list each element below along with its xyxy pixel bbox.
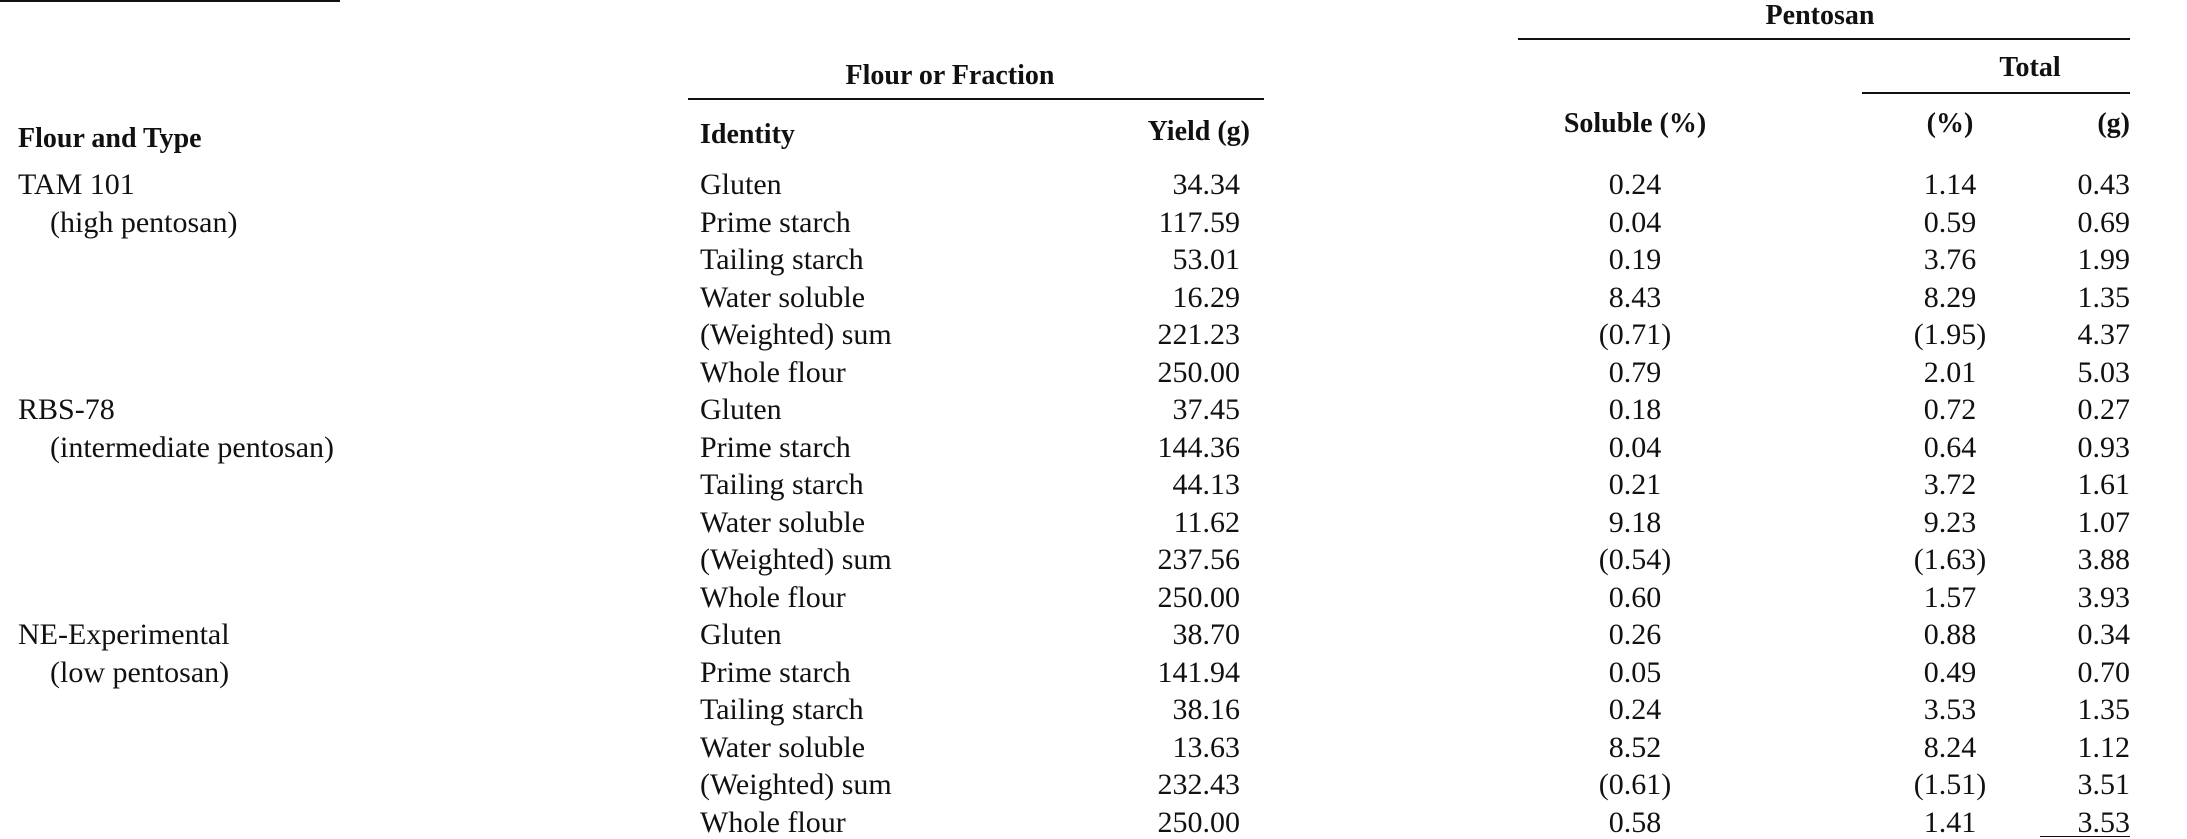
identity-cell: Whole flour <box>700 355 846 389</box>
identity-cell: Water soluble <box>700 505 866 539</box>
identity-cell: (Weighted) sum <box>700 768 892 801</box>
yield-cell: 16.29 <box>1172 280 1240 314</box>
total-g-cell: 1.99 <box>2077 243 2130 276</box>
total-pct-cell: 1.14 <box>1923 168 1977 201</box>
soluble-cell: (0.61) <box>1598 768 1672 801</box>
total-g-cell: 0.34 <box>2077 618 2130 651</box>
total-g-cell: 3.53 <box>2077 805 2130 839</box>
yield-cell: 144.36 <box>1157 430 1240 464</box>
flour-name: RBS-78 <box>18 393 115 426</box>
header-total-g: (g) <box>2097 108 2130 139</box>
total-pct-cell: 1.41 <box>1923 805 1977 839</box>
header-total-pct: (%) <box>1926 108 1974 139</box>
total-g-cell: 0.93 <box>2077 430 2130 464</box>
total-pct-cell: 0.64 <box>1923 430 1977 464</box>
yield-cell: 34.34 <box>1172 168 1240 201</box>
yield-cell: 11.62 <box>1173 505 1240 539</box>
flour-type: (high pentosan) <box>50 205 238 239</box>
identity-cell: Gluten <box>700 393 782 426</box>
yield-cell: 13.63 <box>1172 730 1240 764</box>
total-g-cell: 1.61 <box>2077 468 2130 501</box>
identity-cell: Prime starch <box>700 655 851 689</box>
identity-cell: Whole flour <box>700 805 846 839</box>
soluble-cell: 0.04 <box>1608 205 1662 239</box>
total-g-cell: 5.03 <box>2077 355 2130 389</box>
soluble-cell: 8.43 <box>1608 280 1662 314</box>
header-identity: Identity <box>700 119 795 150</box>
soluble-cell: 0.79 <box>1608 355 1662 389</box>
total-pct-cell: 0.59 <box>1923 205 1977 239</box>
total-g-cell: 3.93 <box>2077 580 2130 614</box>
identity-cell: (Weighted) sum <box>700 318 892 351</box>
soluble-cell: (0.54) <box>1598 543 1672 576</box>
soluble-cell: 0.04 <box>1608 430 1662 464</box>
total-g-cell: 0.69 <box>2077 205 2130 239</box>
yield-cell: 117.59 <box>1158 205 1240 239</box>
yield-cell: 38.70 <box>1172 618 1240 651</box>
soluble-cell: 0.21 <box>1608 468 1662 501</box>
flour-type: (low pentosan) <box>50 655 230 689</box>
flour-name: TAM 101 <box>18 168 135 201</box>
total-g-cell: 3.51 <box>2077 768 2130 801</box>
top-rule <box>0 0 340 2</box>
flour-or-fraction-rule <box>688 98 1264 100</box>
identity-cell: (Weighted) sum <box>700 543 892 576</box>
header-pentosan: Pentosan <box>1765 0 1875 31</box>
yield-cell: 37.45 <box>1172 393 1240 426</box>
header-soluble: Soluble (%) <box>1563 108 1707 139</box>
yield-cell: 221.23 <box>1157 318 1240 351</box>
yield-cell: 250.00 <box>1157 805 1240 839</box>
total-g-cell: 1.07 <box>2077 505 2130 539</box>
total-g-cell: 0.70 <box>2077 655 2130 689</box>
total-pct-cell: 8.29 <box>1923 280 1977 314</box>
total-pct-cell: 2.01 <box>1923 355 1977 389</box>
identity-cell: Water soluble <box>700 730 866 764</box>
total-pct-cell: 9.23 <box>1923 505 1977 539</box>
yield-cell: 250.00 <box>1157 355 1240 389</box>
header-yield: Yield (g) <box>1147 116 1250 147</box>
total-rule <box>1862 92 2130 94</box>
soluble-cell: 0.24 <box>1608 168 1662 201</box>
identity-cell: Tailing starch <box>700 693 864 726</box>
total-g-cell: 4.37 <box>2077 318 2130 351</box>
identity-cell: Water soluble <box>700 280 866 314</box>
total-g-cell: 1.35 <box>2077 280 2130 314</box>
total-pct-cell: 3.72 <box>1923 468 1977 501</box>
flour-type: (intermediate pentosan) <box>50 430 335 464</box>
yield-cell: 53.01 <box>1172 243 1240 276</box>
flour-name: NE-Experimental <box>18 618 230 651</box>
yield-cell: 38.16 <box>1172 693 1240 726</box>
total-pct-cell: 3.76 <box>1923 243 1977 276</box>
total-g-cell: 3.88 <box>2077 543 2130 576</box>
total-pct-cell: 1.57 <box>1923 580 1977 614</box>
header-flour-or-fraction: Flour or Fraction <box>845 60 1055 91</box>
soluble-cell: 0.05 <box>1608 655 1662 689</box>
total-g-cell: 0.27 <box>2077 393 2130 426</box>
total-pct-cell: 0.88 <box>1923 618 1977 651</box>
total-pct-cell: 8.24 <box>1923 730 1977 764</box>
identity-cell: Tailing starch <box>700 468 864 501</box>
total-pct-cell: 0.49 <box>1923 655 1977 689</box>
identity-cell: Prime starch <box>700 430 851 464</box>
identity-cell: Tailing starch <box>700 243 864 276</box>
identity-cell: Gluten <box>700 168 782 201</box>
soluble-cell: 0.24 <box>1608 693 1662 726</box>
header-flour-and-type: Flour and Type <box>18 123 202 154</box>
total-pct-cell: 0.72 <box>1923 393 1977 426</box>
soluble-cell: 8.52 <box>1608 730 1662 764</box>
identity-cell: Prime starch <box>700 205 851 239</box>
pentosan-rule <box>1518 38 2130 40</box>
total-pct-cell: (1.95) <box>1913 318 1987 351</box>
soluble-cell: 0.60 <box>1608 580 1662 614</box>
yield-cell: 232.43 <box>1157 768 1240 801</box>
soluble-cell: 0.18 <box>1608 393 1662 426</box>
total-pct-cell: 3.53 <box>1923 693 1977 726</box>
total-g-cell: 1.12 <box>2077 730 2130 764</box>
yield-cell: 141.94 <box>1157 655 1240 689</box>
yield-cell: 237.56 <box>1157 543 1240 576</box>
identity-cell: Gluten <box>700 618 782 651</box>
soluble-cell: 0.58 <box>1608 805 1662 839</box>
soluble-cell: 0.19 <box>1608 243 1662 276</box>
identity-cell: Whole flour <box>700 580 846 614</box>
total-pct-cell: (1.51) <box>1913 768 1987 801</box>
header-total: Total <box>1999 52 2061 83</box>
total-g-cell: 1.35 <box>2077 693 2130 726</box>
yield-cell: 250.00 <box>1157 580 1240 614</box>
total-g-cell: 0.43 <box>2077 168 2130 201</box>
soluble-cell: (0.71) <box>1598 318 1672 351</box>
total-pct-cell: (1.63) <box>1913 543 1987 576</box>
soluble-cell: 0.26 <box>1608 618 1662 651</box>
soluble-cell: 9.18 <box>1608 505 1662 539</box>
yield-cell: 44.13 <box>1172 468 1240 501</box>
